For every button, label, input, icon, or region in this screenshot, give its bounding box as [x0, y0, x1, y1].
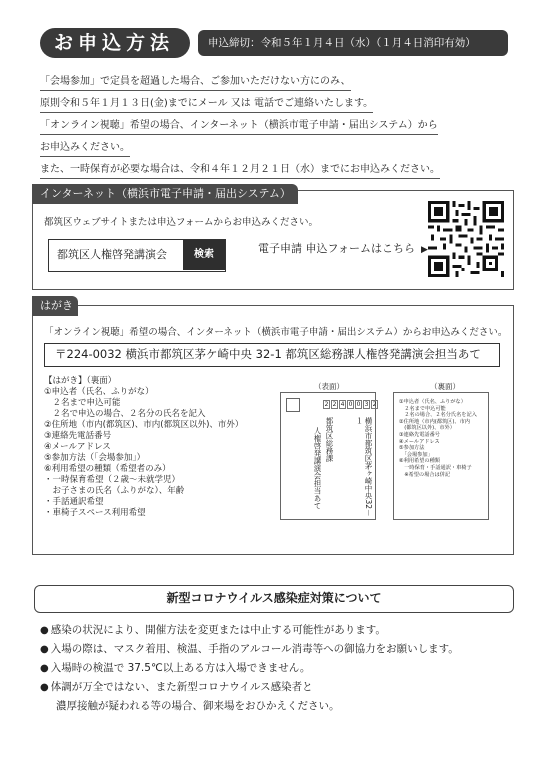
back-item: ⑤参加方法 — [399, 445, 425, 452]
list-item: ②住所地（市内(都筑区)、市内(都筑区以外)、市外） — [44, 420, 244, 430]
internet-tab: インターネット（横浜市電子申請・届出システム） — [32, 184, 298, 204]
list-item: ⑥利用希望の種類（希望者のみ） — [44, 464, 171, 474]
intro-line: 「オンライン視聴」希望の場合、インターネット（横浜市電子申請・届出システム）から — [40, 118, 438, 135]
postcard-front-illustration — [280, 392, 376, 520]
list-item: ・車椅子スペース利用希望 — [44, 508, 146, 518]
back-item: ②住所地（市内(都筑区)、市内 — [399, 418, 470, 425]
back-item: ２名まで申込可能 — [399, 405, 446, 412]
intro-line: 原則令和５年１月１３日(金)までにメール 又は 電話でご連絡いたします。 — [40, 96, 373, 113]
back-item: ※希望の場合は併記 — [399, 471, 451, 478]
front-dept: 都筑区総務課 — [325, 417, 334, 462]
back-item: (都筑区以外)、市外） — [399, 425, 455, 432]
postal-digit: 4 — [340, 401, 345, 408]
postal-digit: 2 — [372, 401, 377, 408]
bullet-icon: ● — [40, 644, 49, 655]
page-title: お申込方法 — [40, 28, 190, 58]
covid-measures — [40, 623, 520, 718]
back-item: ④メールアドレス — [399, 438, 440, 445]
intro-notes — [40, 72, 510, 182]
mailing-address: 〒224-0032 横浜市都筑区茅ケ崎中央 32-1 都筑区総務課人権啓発講演会担当あて — [44, 343, 500, 367]
bullet-icon: ● — [40, 682, 49, 693]
postcard-front-label: （表面） — [314, 382, 344, 391]
triangle-right-icon: ▶ — [420, 245, 428, 255]
header — [40, 28, 508, 58]
list-item: ● 感染の状況により、開催方法を変更または中止する可能性があります。 — [40, 624, 386, 636]
back-item: ①申込者（氏名、ふりがな） — [399, 399, 466, 405]
search-button[interactable]: 検索 — [183, 240, 225, 270]
list-item: お子さまの氏名（ふりがな）、年齢 — [44, 486, 185, 496]
postcard-tab: はがき — [32, 296, 78, 316]
list-item: ①申込者（氏名、ふりがな） — [44, 387, 154, 397]
postal-digit: 3 — [364, 401, 369, 408]
intro-line: 「会場参加」で定員を超過した場合、ご参加いただけない方にのみ、 — [40, 74, 351, 91]
list-item: ● 入場時の検温で 37.5℃以上ある方は入場できません。 — [40, 662, 311, 674]
back-item: ２名の場合、２名分氏名を記入 — [399, 412, 477, 419]
list-item: ● 体調が万全ではない、また新型コロナウイルス感染者と — [40, 681, 313, 693]
bullet-icon: ● — [40, 663, 49, 674]
back-item: 一時保育・手話通訳・車椅子 — [399, 464, 472, 471]
internet-description: 都筑区ウェブサイトまたは申込フォームからお申込みください。 — [44, 217, 318, 228]
list-item: 【はがき】（裏面） — [44, 376, 117, 386]
postal-digit: 2 — [324, 401, 329, 408]
postcard-description: 「オンライン視聴」希望の場合、インターネット（横浜市電子申請・届出システム）からお申込みください。 — [44, 327, 508, 338]
back-item: 「会場参加」 — [399, 451, 433, 458]
postcard-items — [44, 376, 244, 519]
list-item: ⑤参加方法（「会場参加」） — [44, 453, 146, 463]
search-input[interactable]: 都筑区人権啓発講演会 — [57, 248, 167, 261]
front-attn: 人権啓発講演会担当あて — [313, 427, 322, 510]
stamp-box — [286, 398, 300, 412]
covid-heading: 新型コロナウイルス感染症対策について — [34, 585, 514, 613]
intro-line: また、一時保育が必要な場合は、令和４年１２月２１日（水）までにお申込みください。 — [40, 162, 440, 179]
back-item: ③連絡先電話番号 — [399, 431, 440, 438]
list-item: ・一時保育希望（２歳～未就学児） — [44, 475, 181, 485]
application-form-link-label: 電子申請 申込フォームはこちら — [258, 242, 415, 255]
postcard-back-label: （裏面） — [430, 382, 460, 391]
list-item: ● 入場の際は、マスク着用、検温、手指のアルコール消毒等への御協力をお願いします。 — [40, 643, 459, 655]
search-box[interactable] — [48, 239, 226, 272]
list-item: ２名で申込の場合、２名分の氏名を記入 — [44, 409, 206, 419]
intro-line: お申込みください。 — [40, 140, 130, 157]
list-item: ④メールアドレス — [44, 442, 111, 452]
bullet-icon: ● — [40, 625, 49, 636]
application-form-link[interactable] — [258, 240, 428, 256]
list-item: ２名まで申込可能 — [44, 398, 121, 408]
postal-digit: 0 — [356, 401, 361, 408]
postcard-back-illustration — [393, 392, 489, 520]
postal-digit: 2 — [332, 401, 337, 408]
list-item: ③連絡先電話番号 — [44, 431, 112, 441]
postal-code-boxes — [323, 400, 378, 409]
back-item: ⑥利用希望の種類 — [399, 458, 440, 465]
list-item-continuation: 濃厚接触が疑われる等の場合、御来場をおひかえください。 — [56, 700, 340, 712]
qr-code-icon[interactable] — [428, 201, 504, 277]
deadline-banner: 申込締切：令和５年１月４日（水）（１月４日消印有効） — [198, 30, 508, 56]
postal-digit: 0 — [348, 401, 353, 408]
list-item: ・手話通訳希望 — [44, 497, 104, 507]
front-address: 横浜市都筑区茅ヶ崎中央32－１ — [355, 417, 373, 517]
